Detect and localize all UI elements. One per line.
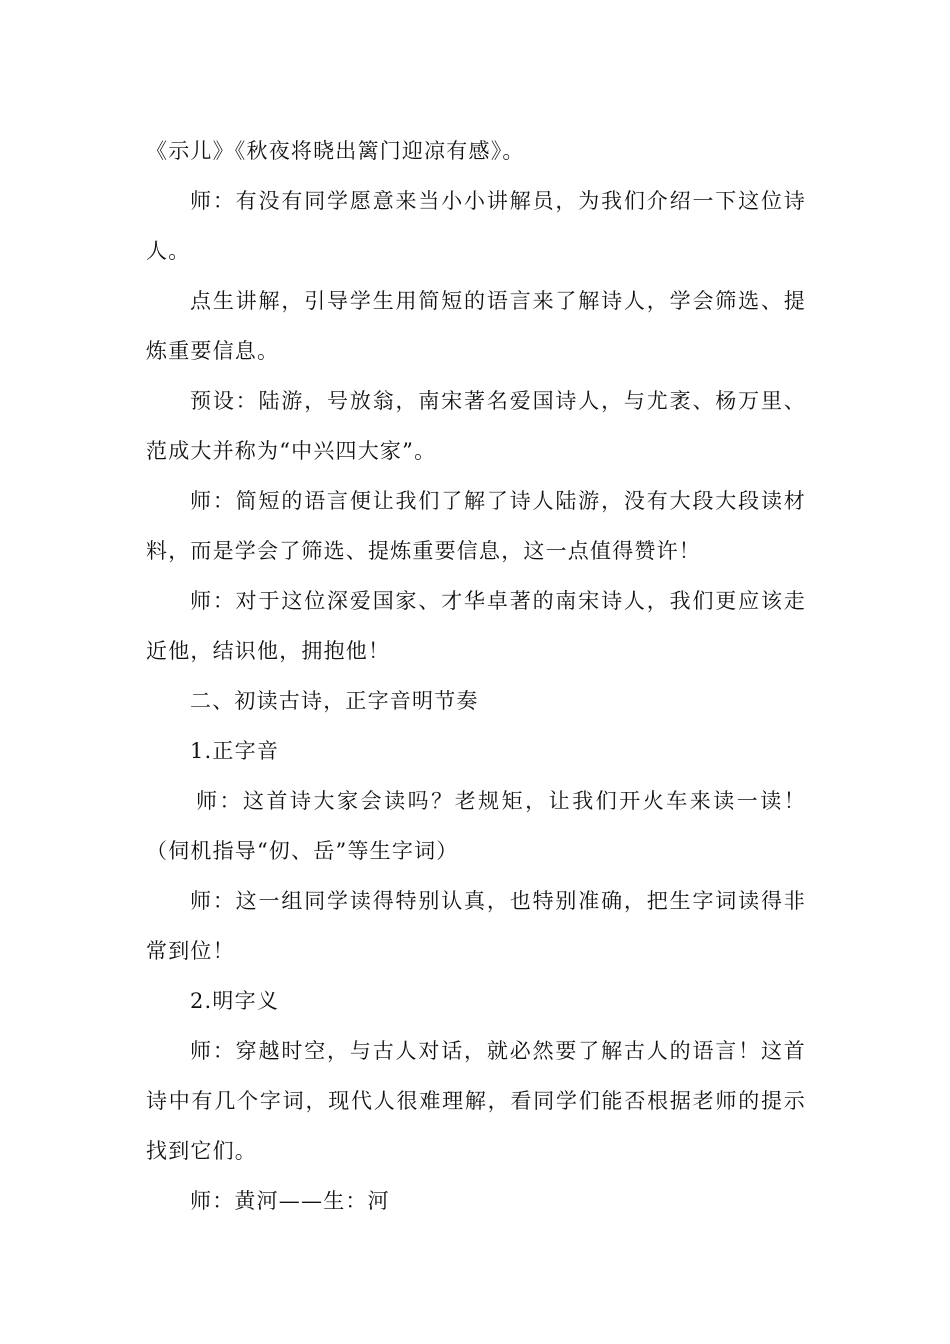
paragraph-teacher-feedback: 师：这一组同学读得特别认真，也特别准确，把生字词读得非常到位！ <box>146 889 806 963</box>
paragraph-poem-titles: 《示儿》《秋夜将晓出篱门迎凉有感》。 <box>146 139 525 163</box>
subheading-meaning: 2.明字义 <box>190 989 280 1013</box>
paragraph-dialogue-yellow-river: 师：黄河——生：河 <box>190 1189 390 1213</box>
paragraph-ancient-language: 师：穿越时空，与古人对话，就必然要了解古人的语言！这首诗中有几个字词，现代人很难理解，看同学们能否根据老师的提示找到它们。 <box>146 1039 806 1163</box>
section-heading-first-reading: 二、初读古诗，正字音明节奏 <box>190 689 479 713</box>
paragraph-teacher-praise: 师：简短的语言便让我们了解了诗人陆游，没有大段大段读材料，而是学会了筛选、提炼重要信息，这一点值得赞许！ <box>146 489 806 563</box>
paragraph-teacher-transition: 师：对于这位深爱国家、才华卓著的南宋诗人，我们更应该走近他，结识他，拥抱他！ <box>146 589 806 663</box>
document-body <box>146 126 806 1226</box>
paragraph-guide-students: 点生讲解，引导学生用简短的语言来了解诗人，学会筛选、提炼重要信息。 <box>146 289 806 363</box>
paragraph-preset-answer: 预设：陆游，号放翁，南宋著名爱国诗人，与尤袤、杨万里、范成大并称为“中兴四大家”。 <box>146 389 806 463</box>
subheading-pronunciation: 1.正字音 <box>190 739 280 763</box>
paragraph-teacher-invite: 师：有没有同学愿意来当小小讲解员，为我们介绍一下这位诗人。 <box>146 189 806 263</box>
paragraph-train-reading: 师：这首诗大家会读吗？老规矩，让我们开火车来读一读！（伺机指导“仞、岳”等生字词） <box>146 789 806 863</box>
